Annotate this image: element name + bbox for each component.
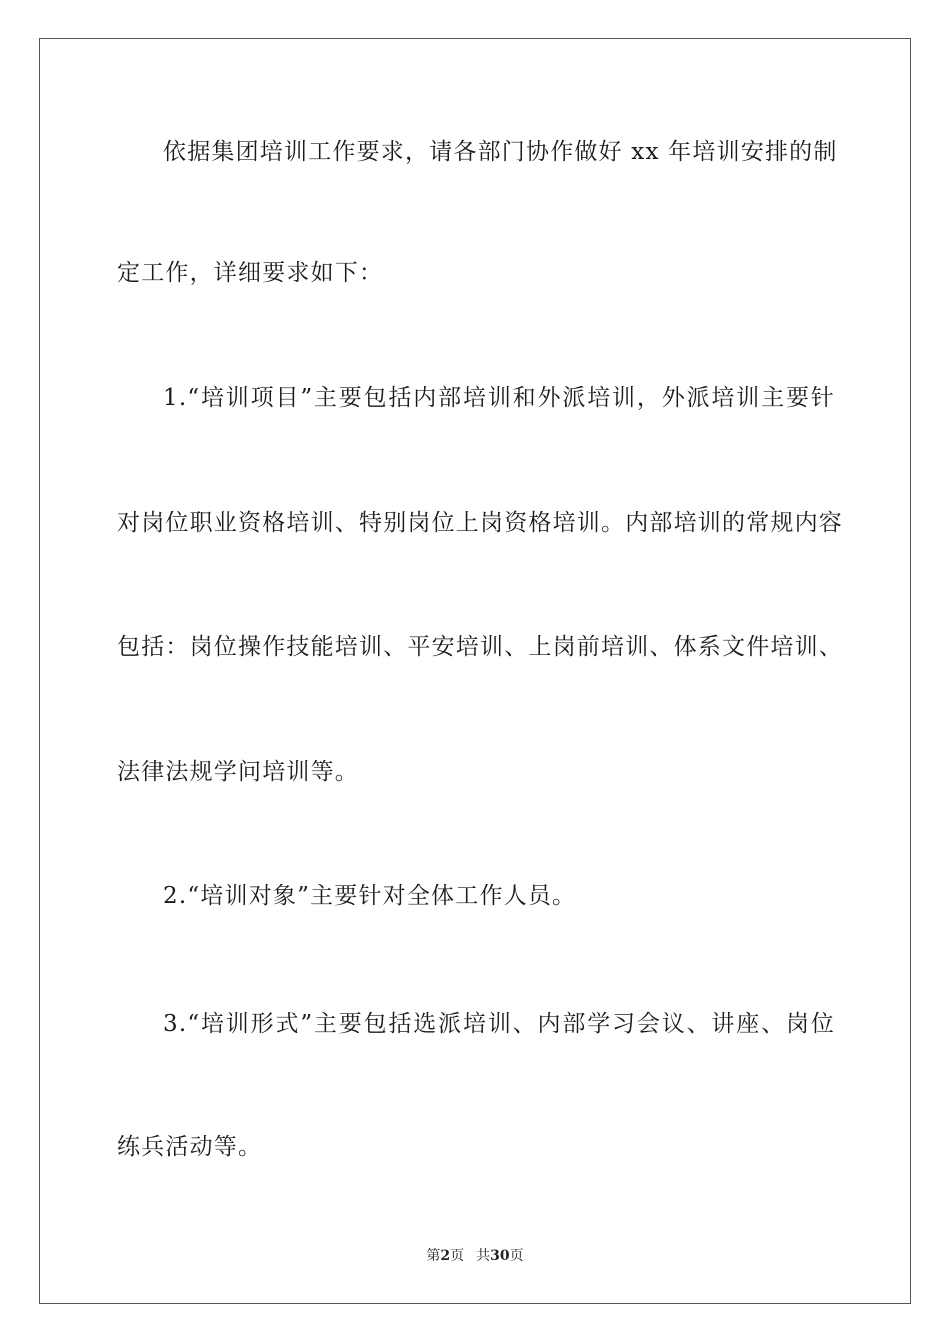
paragraph-line-1: 依据集团培训工作要求，请各部门协作做好 xx 年培训安排的制 <box>163 139 838 165</box>
total-pages: 30 <box>490 1248 510 1264</box>
page-prefix: 第 <box>426 1248 441 1264</box>
item-3-line-2: 练兵活动等。 <box>117 1134 263 1160</box>
page-number: 2 <box>440 1248 451 1264</box>
page-border <box>39 38 911 1304</box>
total-suffix: 页 <box>509 1248 524 1264</box>
paragraph-line-2: 定工作，详细要求如下： <box>117 260 384 286</box>
item-1-line-4: 法律法规学问培训等。 <box>117 759 359 785</box>
item-1-line-2: 对岗位职业资格培训、特别岗位上岗资格培训。内部培训的常规内容 <box>117 510 843 536</box>
page-suffix: 页 <box>450 1248 465 1264</box>
item-1-line-3: 包括：岗位操作技能培训、平安培训、上岗前培训、体系文件培训、 <box>117 634 843 660</box>
page-footer <box>0 1247 950 1265</box>
total-prefix: 共 <box>476 1248 491 1264</box>
item-2-line-1: 2.“培训对象”主要针对全体工作人员。 <box>163 883 577 909</box>
item-3-line-1: 3.“培训形式”主要包括选派培训、内部学习会议、讲座、岗位 <box>163 1011 835 1037</box>
item-1-line-1: 1.“培训项目”主要包括内部培训和外派培训，外派培训主要针 <box>163 385 835 411</box>
